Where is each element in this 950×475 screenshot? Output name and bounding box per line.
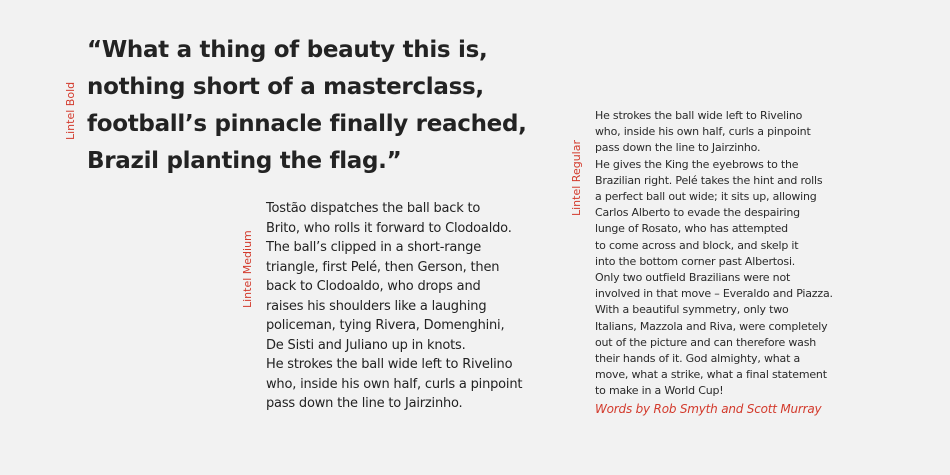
quote-line: nothing short of a masterclass, [87,74,484,100]
label-lintel-regular: Lintel Regular [570,140,583,216]
quote-line: football’s pinnacle finally reached, [87,111,527,137]
bold-quote [87,32,527,180]
regular-line: With a beautiful symmetry, only two [595,303,789,317]
medium-line: Brito, who rolls it forward to Clodoaldo. [266,220,512,236]
regular-line: their hands of it. God almighty, what a [595,352,801,366]
medium-line: back to Clodoaldo, who drops and [266,279,481,294]
author-credit: Words by Rob Smyth and Scott Murray [595,401,822,416]
regular-line: He strokes the ball wide left to Rivelino [595,109,803,122]
regular-line: to make in a World Cup! [595,384,724,398]
regular-paragraph [595,108,855,418]
regular-line: Only two outfield Brazilians were not [595,271,791,285]
regular-line: out of the picture and can therefore wash [595,335,817,349]
regular-line: move, what a strike, what a final statement [595,368,827,382]
medium-line: De Sisti and Juliano up in knots. [266,337,466,353]
regular-line: to come across and block, and skelp it [595,238,799,252]
medium-line: who, inside his own half, curls a pinpoint [266,376,523,392]
quote-line: “What a thing of beauty this is, [87,37,488,63]
regular-line: pass down the line to Jairzinho. [595,141,761,155]
medium-line: pass down the line to Jairzinho. [266,396,463,411]
regular-line: a perfect ball out wide; it sits up, allowing [595,190,817,204]
regular-line: involved in that move – Everaldo and Piazza. [595,287,833,301]
quote-line: Brazil planting the flag.” [87,148,402,174]
regular-line: who, inside his own half, curls a pinpoint [595,125,811,139]
medium-paragraph [266,199,536,414]
label-lintel-bold: Lintel Bold [64,81,77,140]
medium-line: He strokes the ball wide left to Rivelino [266,357,513,372]
regular-line: Carlos Alberto to evade the despairing [595,206,800,220]
medium-line: raises his shoulders like a laughing [266,298,487,314]
regular-line: into the bottom corner past Albertosi. [595,254,796,268]
medium-line: triangle, first Pelé, then Gerson, then [266,259,500,275]
regular-line: Italians, Mazzola and Riva, were completely [595,319,828,333]
label-lintel-medium: Lintel Medium [241,230,254,308]
regular-line: Brazilian right. Pelé takes the hint and rolls [595,173,823,187]
regular-line: lunge of Rosato, who has attempted [595,222,788,236]
medium-line: The ball’s clipped in a short-range [266,240,482,255]
medium-line: Tostão dispatches the ball back to [266,201,481,216]
regular-line: He gives the King the eyebrows to the [595,157,799,171]
medium-line: policeman, tying Rivera, Domenghini, [266,318,505,333]
